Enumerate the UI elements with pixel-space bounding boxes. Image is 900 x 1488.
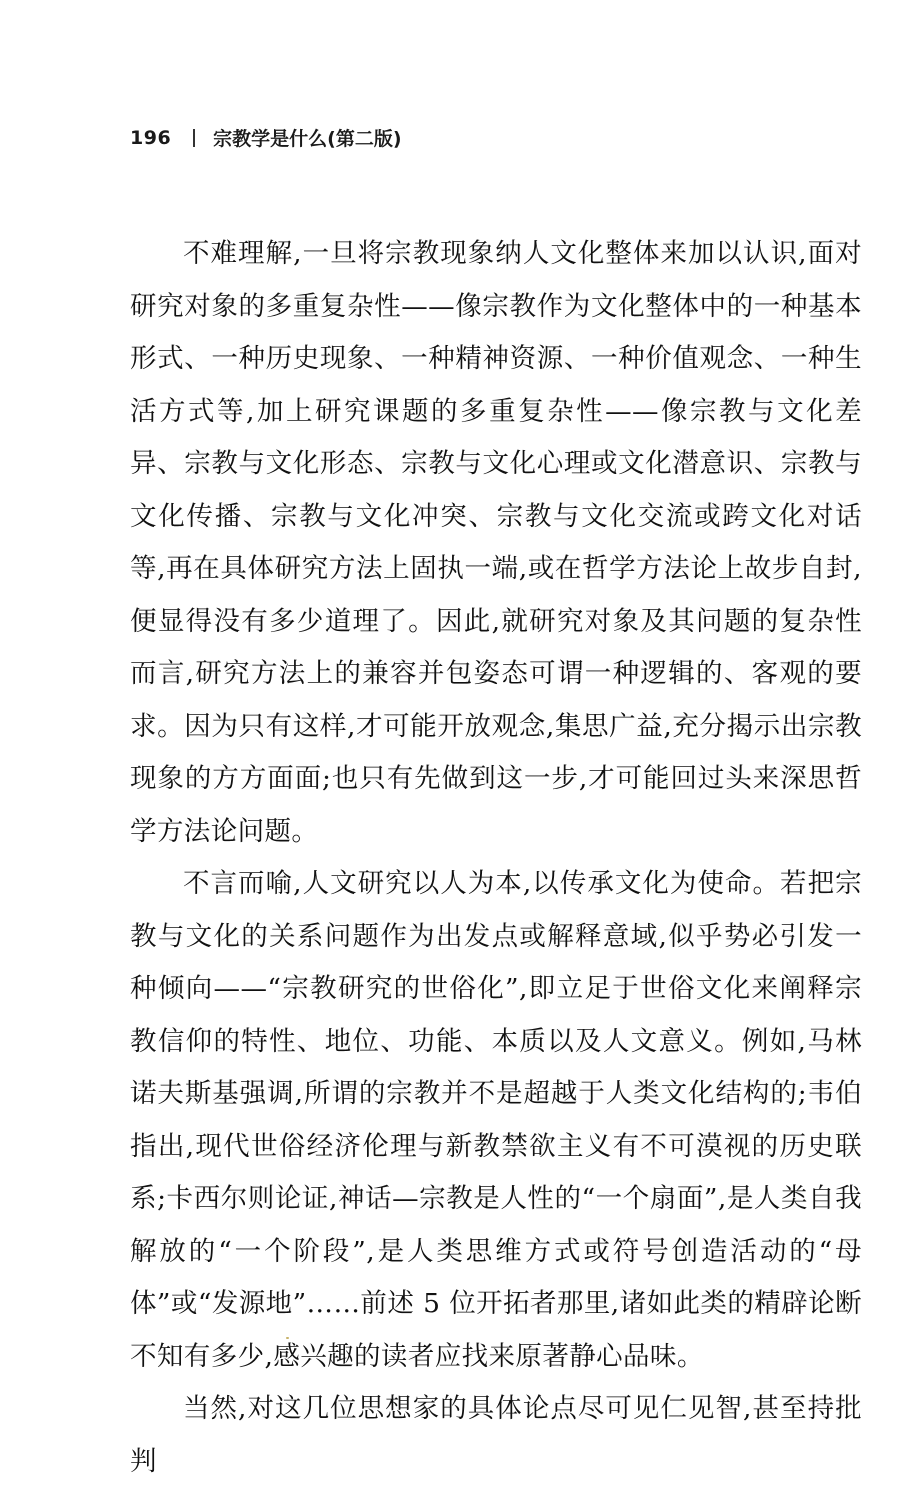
print-speck: [286, 1337, 289, 1339]
running-header: [130, 124, 402, 151]
book-title: 宗教学是什么(第二版): [213, 128, 402, 150]
paragraph-1: 不难理解,一旦将宗教现象纳人文化整体来加以认识,面对研究对象的多重复杂性——像宗教作为文化整体中的一种基本形式、一种历史现象、一种精神资源、一种价值观念、一种生活方式等,加上研究课题的多重复杂性——像宗教与文化差异、宗教与文化形态、宗教与文化心理或文化潜意识、宗教与文化传播、宗教与文化冲突、宗教与文化交流或跨文化对话等,再在具体研究方法上固执一端,或在哲学方法论上故步自封,便显得没有多少道理了。因此,就研究对象及其问题的复杂性而言,研究方法上的兼容并包姿态可谓一种逻辑的、客观的要求。因为只有这样,才可能开放观念,集思广益,充分揭示出宗教现象的方方面面;也只有先做到这一步,才可能回过头来深思哲学方法论问题。: [130, 238, 862, 847]
page-number: 196: [130, 126, 172, 149]
body-text: [130, 228, 862, 1488]
paragraph-2: 不言而喻,人文研究以人为本,以传承文化为使命。若把宗教与文化的关系问题作为出发点或解释意域,似乎势必引发一种倾向——“宗教研究的世俗化”,即立足于世俗文化来阐释宗教信仰的特性、地位、功能、本质以及人文意义。例如,马林诺夫斯基强调,所谓的宗教并不是超越于人类文化结构的;韦伯指出,现代世俗经济伦理与新教禁欲主义有不可漠视的历史联系;卡西尔则论证,神话—宗教是人性的“一个扇面”,是人类自我解放的“一个阶段”,是人类思维方式或符号创造活动的“母体”或“发源地”……前述 5 位开拓者那里,诸如此类的精辟论断不知有多少,感兴趣的读者应找来原著静心品味。: [130, 868, 862, 1372]
paragraph-3: 当然,对这几位思想家的具体论点尽可见仁见智,甚至持批判: [130, 1393, 862, 1477]
header-divider: [193, 129, 195, 147]
